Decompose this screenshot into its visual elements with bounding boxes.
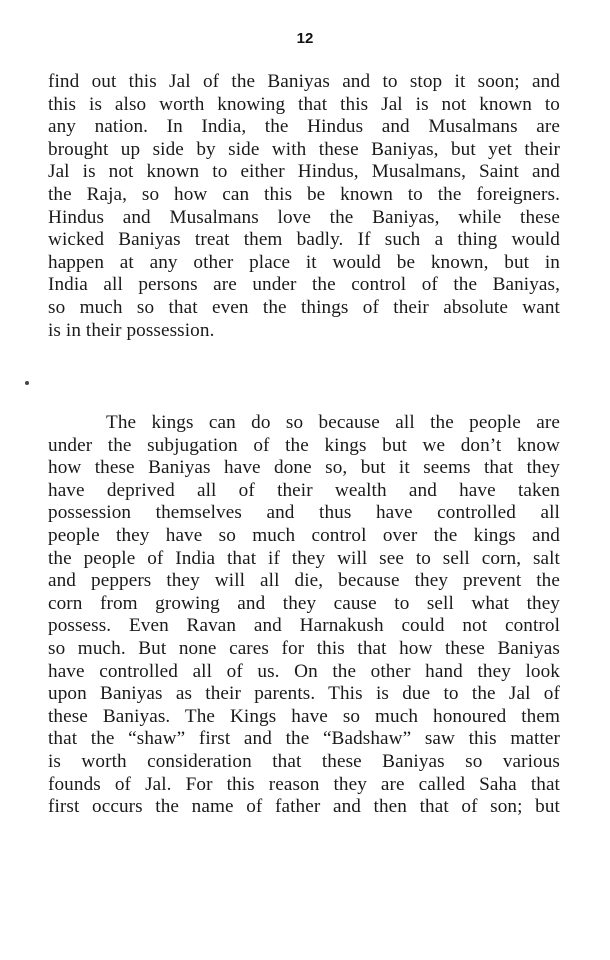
text-line: is in their possession. — [48, 319, 215, 341]
text-line: these Baniyas. The Kings have so much honoured them — [48, 705, 560, 727]
text-line: first occurs the name of father and then that of son; but — [48, 796, 560, 818]
text-line: people they have so much control over the kings and — [48, 524, 560, 546]
text-line: Hindus and Musalmans love the Baniyas, while these — [48, 206, 560, 228]
paragraph-2 — [48, 412, 560, 819]
text-line: so much so that even the things of their absolute want — [48, 296, 560, 318]
text-line: and peppers they will all die, because they prevent the — [48, 570, 560, 592]
text-line: that the “shaw” first and the “Badshaw” saw this matter — [48, 728, 560, 750]
text-line: possession themselves and thus have controlled all — [48, 502, 560, 524]
text-line: wicked Baniyas treat them badly. If such a thing would — [48, 229, 560, 251]
text-line: possess. Even Ravan and Harnakush could not control — [48, 615, 560, 637]
text-line: happen at any other place it would be known, but in — [48, 251, 560, 273]
text-line: founds of Jal. For this reason they are called Saha that — [48, 773, 560, 795]
text-line: find out this Jal of the Baniyas and to stop it soon; and — [48, 71, 560, 92]
text-line: is worth consideration that these Baniyas so various — [48, 750, 560, 772]
text-line: how these Baniyas have done so, but it seems that they — [48, 457, 560, 479]
text-line: the Raja, so how can this be known to the foreigners. — [48, 183, 560, 205]
text-line: India all persons are under the control of the Baniyas, — [48, 274, 560, 296]
margin-mark — [25, 381, 29, 385]
text-line: so much. But none cares for this that how these Baniyas — [48, 637, 560, 659]
text-line: corn from growing and they cause to sell what they — [48, 592, 560, 614]
text-line: brought up side by side with these Baniyas, but yet their — [48, 138, 560, 160]
text-line: this is also worth knowing that this Jal is not known to — [48, 93, 560, 115]
paragraph-1 — [48, 71, 560, 342]
text-line: The kings can do so because all the people are — [106, 412, 560, 433]
text-line: under the subjugation of the kings but we don’t know — [48, 434, 560, 456]
text-line: upon Baniyas as their parents. This is due to the Jal of — [48, 683, 560, 705]
text-line: Jal is not known to either Hindus, Musalmans, Saint and — [48, 161, 560, 183]
page-number: 12 — [296, 30, 314, 47]
text-line: have deprived all of their wealth and have taken — [48, 479, 560, 501]
text-line: have controlled all of us. On the other hand they look — [48, 660, 560, 682]
text-line: the people of India that if they will see to sell corn, salt — [48, 547, 560, 569]
text-line: any nation. In India, the Hindus and Musalmans are — [48, 116, 560, 138]
